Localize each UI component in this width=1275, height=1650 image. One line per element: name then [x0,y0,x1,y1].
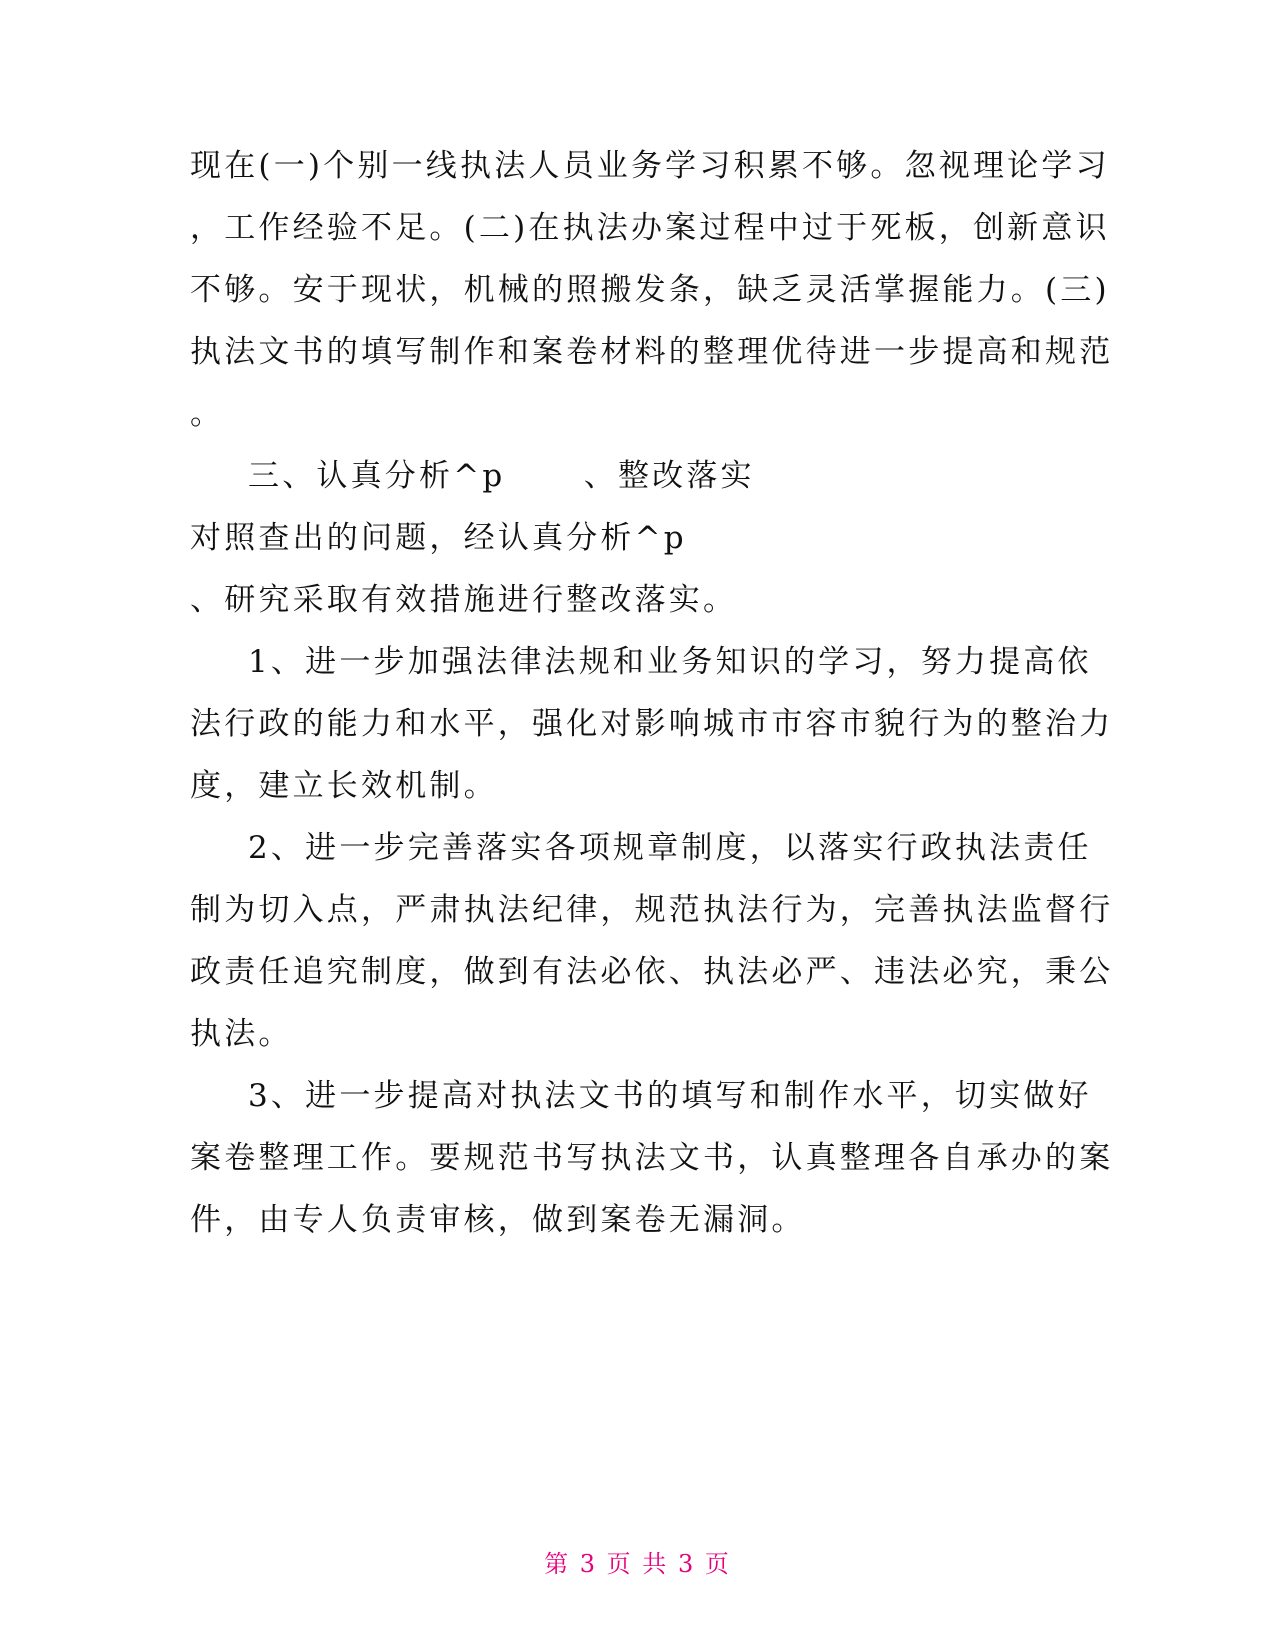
item-2-line-3: 政责任追究制度，做到有法必依、执法必严、违法必究，秉公 [190,954,1114,990]
item-2-line-1: 2、进一步完善落实各项规章制度，以落实行政执法责任 [248,830,1092,866]
body-line-8: 、研究采取有效措施进行整改落实。 [190,582,738,618]
body-line-1: 现在(一)个别一线执法人员业务学习积累不够。忽视理论学习 [190,148,1110,184]
body-line-7: 对照查出的问题，经认真分析^p [190,520,687,556]
item-3-line-1: 3、进一步提高对执法文书的填写和制作水平，切实做好 [248,1078,1092,1114]
item-1-line-1: 1、进一步加强法律法规和业务知识的学习，努力提高依 [248,644,1092,680]
body-line-3: 不够。安于现状，机械的照搬发条，缺乏灵活掌握能力。(三) [190,272,1110,308]
page-footer: 第 3 页 共 3 页 [544,1550,731,1578]
body-line-2: ，工作经验不足。(二)在执法办案过程中过于死板，创新意识 [190,210,1110,246]
section-heading: 三、认真分析^p 、整改落实 [248,458,755,494]
item-3-line-3: 件，由专人负责审核，做到案卷无漏洞。 [190,1202,806,1238]
body-line-5: 。 [190,396,225,432]
item-3-line-2: 案卷整理工作。要规范书写执法文书，认真整理各自承办的案 [190,1140,1114,1176]
body-line-4: 执法文书的填写制作和案卷材料的整理优待进一步提高和规范 [190,334,1114,370]
item-2-line-2: 制为切入点，严肃执法纪律，规范执法行为，完善执法监督行 [190,892,1114,928]
item-2-line-4: 执法。 [190,1016,293,1052]
item-1-line-3: 度，建立长效机制。 [190,768,498,804]
item-1-line-2: 法行政的能力和水平，强化对影响城市市容市貌行为的整治力 [190,706,1114,742]
